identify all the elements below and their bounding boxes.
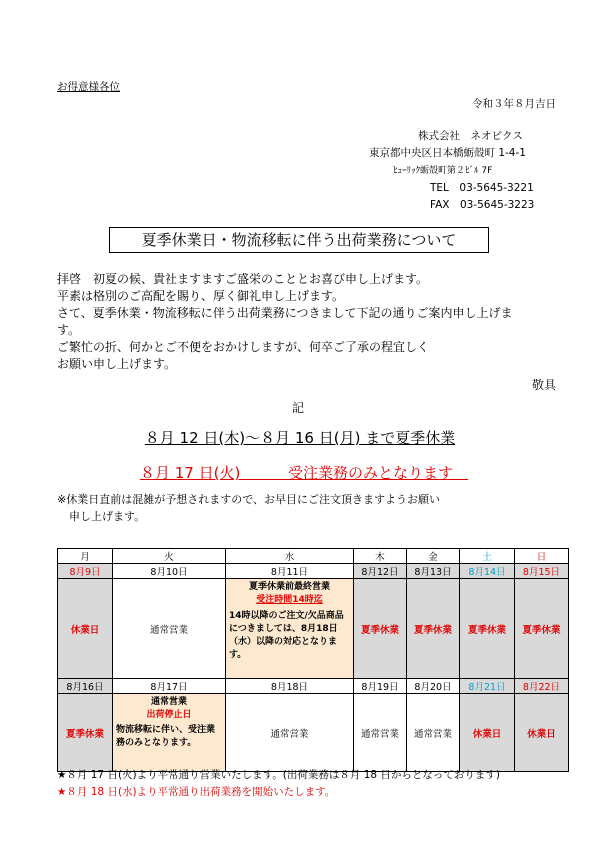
status-cell: 通常営業 <box>407 694 460 772</box>
sender-address1: 東京都中央区日本橋蛎殻町 1-4-1 <box>369 147 526 159</box>
sender-address2: ﾋｭｰﾘｯｸ蛎殻町第２ﾋﾞﾙ 7F <box>393 166 493 176</box>
date-cell: 8月13日 <box>407 564 460 579</box>
status-cell: 通常営業 <box>113 579 226 679</box>
headline-order-text: 受注業務のみとなります <box>288 464 454 482</box>
calendar-table <box>57 548 569 772</box>
calendar-date-row <box>58 679 569 694</box>
status-cell: 夏季休業 <box>354 579 407 679</box>
date-cell: 8月9日 <box>58 564 113 579</box>
body-line: 平素は格別のご高配を賜り、厚く御礼申し上げます。 <box>57 289 345 303</box>
status-cell: 夏季休業 <box>407 579 460 679</box>
calendar-header-row <box>58 549 569 564</box>
calendar-week1-row <box>58 579 569 679</box>
day-header: 土 <box>460 549 515 564</box>
wed-title: 夏季休業前最終営業 <box>248 582 330 592</box>
body-line: す。 <box>57 323 81 337</box>
date-cell: 8月12日 <box>354 564 407 579</box>
wed-note: 14時以降のご注文/欠品商品につきましては、8月18日（水）以降の対応となります。 <box>229 611 344 660</box>
date-cell: 8月15日 <box>515 564 569 579</box>
wed-sub: 受注時間14時迄 <box>256 595 323 605</box>
day-header: 金 <box>407 549 460 564</box>
headline-order-only <box>140 462 468 483</box>
ki-label: 記 <box>292 401 305 415</box>
date-cell: 8月18日 <box>226 679 354 694</box>
sender-tel: TEL 03-5645-3221 <box>430 182 534 194</box>
closing: 敬具 <box>531 378 556 392</box>
status-cell: 通常営業 <box>354 694 407 772</box>
status-cell: 休業日 <box>58 579 113 679</box>
date-cell: 8月20日 <box>407 679 460 694</box>
day-header: 日 <box>515 549 569 564</box>
date-cell: 8月11日 <box>226 564 354 579</box>
tue-sub: 出荷停止日 <box>146 710 192 720</box>
headline-date: ８月 17 日(火) <box>140 464 241 482</box>
date-cell: 8月16日 <box>58 679 113 694</box>
date-cell: 8月14日 <box>460 564 515 579</box>
date-cell: 8月19日 <box>354 679 407 694</box>
notice-line: ※休業日直前は混雑が予想されますので、お早目にご注文頂きますようお願い <box>57 493 440 506</box>
date-cell: 8月22日 <box>515 679 569 694</box>
body-line: ご繁忙の折、何かとご不便をおかけしますが、何卒ご了承の程宜しく <box>57 340 430 354</box>
addressee: お得意様各位 <box>57 81 120 93</box>
letter-body <box>57 271 577 373</box>
day-header: 月 <box>58 549 113 564</box>
status-cell: 休業日 <box>515 694 569 772</box>
body-line: 拝啓 初夏の候、貴社ますますご盛栄のこととお喜び申し上げます。 <box>57 272 429 286</box>
notice <box>57 491 440 525</box>
tue-note: 物流移転に伴い、受注業務のみとなります。 <box>116 725 216 748</box>
status-cell: 夏季休業 <box>515 579 569 679</box>
footer-note-2: ★８月 18 日(水)より平常通り出荷業務を開始いたします。 <box>57 786 336 798</box>
calendar-week2-row <box>58 694 569 772</box>
sender-company: 株式会社 ネオピクス <box>418 130 523 142</box>
status-cell: 通常営業 <box>226 694 354 772</box>
headline-holiday: ８月 12 日(木)～８月 16 日(月) まで夏季休業 <box>144 429 456 447</box>
day-header: 水 <box>226 549 354 564</box>
notice-line: 申し上げます。 <box>69 510 146 523</box>
page-title: 夏季休業日・物流移転に伴う出荷業務について <box>109 227 489 253</box>
tue-title: 通常営業 <box>150 697 187 707</box>
status-cell-tue <box>113 694 226 772</box>
body-line: さて、夏季休業・物流移転に伴う出荷業務につきまして下記の通りご案内申し上げま <box>57 306 513 320</box>
status-cell-wed <box>226 579 354 679</box>
sender-fax: FAX 03-5645-3223 <box>430 199 535 211</box>
day-header: 木 <box>354 549 407 564</box>
date-cell: 8月10日 <box>113 564 226 579</box>
status-cell: 休業日 <box>460 694 515 772</box>
date-cell: 8月17日 <box>113 679 226 694</box>
status-cell: 夏季休業 <box>460 579 515 679</box>
footer-note-1: ★８月 17 日(火)より平常通り営業いたします。(出荷業務は８月 18 日からとなっております) <box>57 769 501 781</box>
day-header: 火 <box>113 549 226 564</box>
status-cell: 夏季休業 <box>58 694 113 772</box>
date-cell: 8月21日 <box>460 679 515 694</box>
calendar-date-row <box>58 564 569 579</box>
body-line: お願い申し上げます。 <box>57 357 177 371</box>
letter-date: 令和３年８月吉日 <box>472 98 556 110</box>
